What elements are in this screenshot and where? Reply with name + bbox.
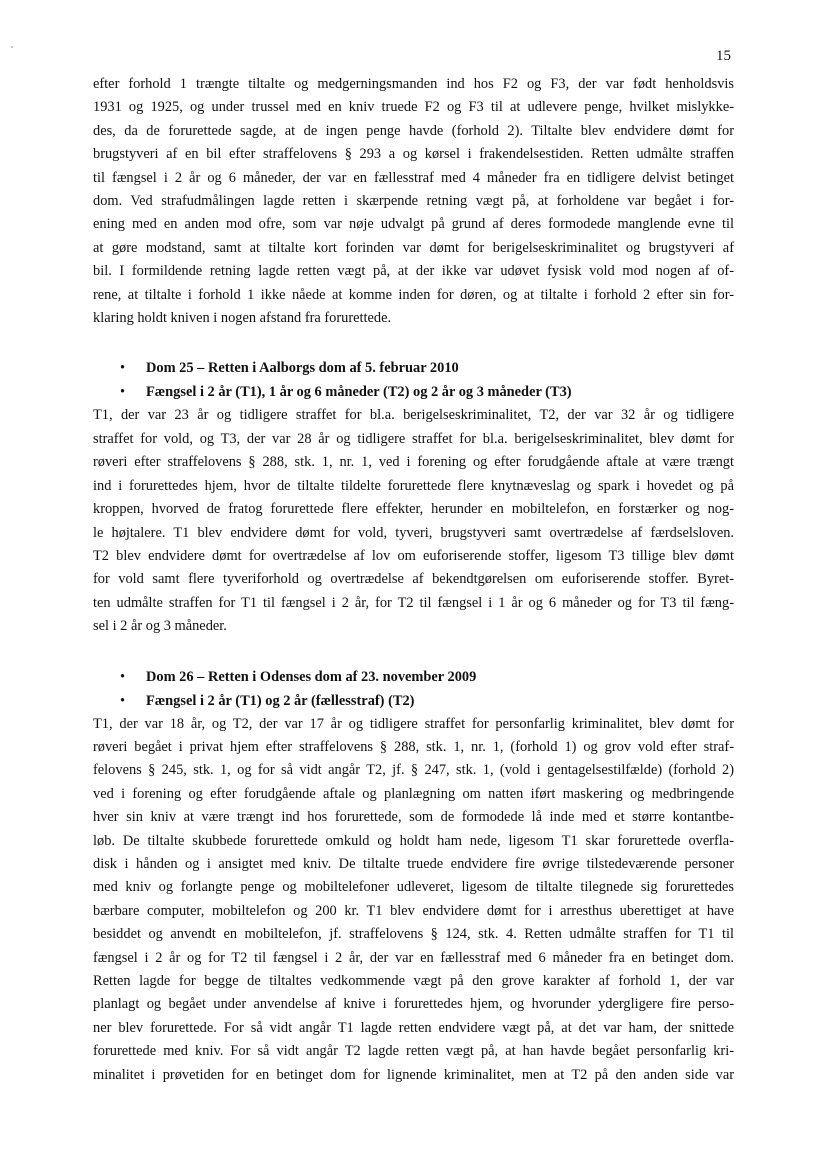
case-25-sentence: • Fængsel i 2 år (T1), 1 år og 6 måneder (T2) og 2 år og 3 måneder (T3): [93, 380, 734, 404]
text-line: le højtalere. T1 blev endvidere dømt for vold, tyveri, brugstyveri samt overtrædelse af færdselsloven.: [93, 524, 734, 541]
text-line: røveri begået i privat hjem efter straffelovens § 288, stk. 1, nr. 1, (forhold 1) og grov vold efter straf-: [93, 738, 734, 755]
text-line: bil. I formildende retning lagde retten vægt på, at der ikke var udøvet fysisk vold mod nogen af of-: [93, 263, 734, 280]
bullet-icon: •: [120, 384, 126, 401]
text-line: 1931 og 1925, og under trussel med en kniv truede F2 og F3 til at udlevere penge, hvilket mislykke-: [93, 99, 734, 116]
text-line: ind i forurettedes hjem, hvor de tiltalte tildelte forurettede flere knytnæveslag og spark i hovedet og på: [93, 477, 734, 494]
scan-artifact: [11, 46, 13, 48]
text-line: med kniv og forlangte penge og mobiltelefoner udleveret, ligesom de tiltalte tilegnede sig forurettedes: [93, 879, 734, 896]
text-line: hver sin kniv at være trængt ind hos forurettede, som de formodede lå inde med et større kontantbe-: [93, 809, 734, 826]
bullet-icon: •: [120, 692, 126, 709]
text-line: des, da de forurettede sagde, at de ingen penge havde (forhold 2). Tiltalte blev endvidere dømt for: [93, 122, 734, 139]
bullet-icon: •: [120, 360, 126, 377]
text-line: at gøre modstand, samt at tiltalte kort forinden var dømt for berigelseskriminalitet og brugstyveri af: [93, 239, 734, 256]
case-25-header: [93, 356, 734, 404]
text-line: ved i forening og efter forudgående aftale og planlægning om natten iført maskering og medbringende: [93, 785, 734, 802]
paragraph-case-25: [93, 404, 734, 638]
page-number: 15: [716, 48, 731, 64]
text-line: sel i 2 år og 3 måneder.: [93, 618, 227, 635]
text-line: disk i hånden og i ansigtet med kniv. De tiltalte truede endvidere fire øvrige tilstedeværende personer: [93, 855, 734, 872]
bullet-icon: •: [120, 668, 126, 685]
text-line: ten udmålte straffen for T1 til fængsel i 2 år, for T2 til fængsel i 1 år og 6 måneder og for T3 til fæng-: [93, 594, 734, 611]
paragraph-case-24-continuation: [93, 73, 734, 330]
case-26-header: [93, 665, 734, 713]
text-line: T1, der var 18 år, og T2, der var 17 år og tidligere straffet for personfarlig kriminalitet, blev dømt for: [93, 715, 734, 732]
text-line: Retten lagde for begge de tiltaltes vedkommende vægt på den grove karakter af forhold 1, der var: [93, 973, 734, 989]
text-line: bærbare computer, mobiltelefon og 200 kr. T1 blev endvidere dømt for i arresthus uberettiget at have: [93, 902, 734, 919]
text-line: T1, der var 23 år og tidligere straffet for bl.a. berigelseskriminalitet, T2, der var 32 år og tidligere: [93, 407, 734, 424]
text-line: røveri efter straffelovens § 288, stk. 1, nr. 1, ved i forening og efter forudgående aftale at være trængt: [93, 454, 734, 471]
text-line: brugstyveri af en bil efter straffelovens § 293 a og kørsel i frakendelsestiden. Retten udmålte straffen: [93, 146, 734, 163]
text-line: fængsel i 2 år og for T2 til fængsel i 2 år, der var en fællesstraf med 6 måneder fra en betinget dom.: [93, 949, 734, 966]
document-body: [93, 73, 734, 1087]
text-line: kroppen, hvorved de fratog forurettede flere effekter, herunder en mobiltelefon, en forstærker og nog-: [93, 501, 734, 518]
text-line: felovens § 245, stk. 1, og for så vidt angår T2, jf. § 247, stk. 1, (vold i gentagelsestilfælde) (forhold 2): [93, 762, 734, 779]
text-line: efter forhold 1 trængte tiltalte og medgerningsmanden ind hos F2 og F3, der var født henholdsvis: [93, 76, 734, 92]
case-25-title: • Dom 25 – Retten i Aalborgs dom af 5. februar 2010: [93, 356, 734, 380]
text-line: besiddet og anvendt en mobiltelefon, jf. straffelovens § 124, stk. 4. Retten udmålte straffen for T1 til: [93, 926, 734, 943]
case-26-title: • Dom 26 – Retten i Odenses dom af 23. november 2009: [93, 665, 734, 689]
text-line: T2 blev endvidere dømt for overtrædelse af lov om euforiserende stoffer, ligesom T3 tillige blev dømt: [93, 547, 734, 564]
text-line: rene, at tiltalte i forhold 1 ikke nåede at komme inden for døren, og at tiltalte i forhold 2 efter sin for-: [93, 286, 734, 303]
text-line: minalitet i prøvetiden for en betinget dom for lignende kriminalitet, men at T2 på den anden side var: [93, 1066, 734, 1083]
text-line: planlagt og begået under anvendelse af knive i forurettedes hjem, og hvorunder ydergligere fire perso-: [93, 996, 734, 1013]
text-line: løb. De tiltalte skubbede forurettede omkuld og holdt ham nede, ligesom T1 skar forurettede overfla-: [93, 832, 734, 849]
case-26-sentence: • Fængsel i 2 år (T1) og 2 år (fællesstraf) (T2): [93, 689, 734, 713]
text-line: forurettede med kniv. For så vidt angår T2 lagde retten vægt på, at han havde begået personfarlig kri-: [93, 1043, 734, 1060]
text-line: dom. Ved strafudmålingen lagde retten i skærpende retning vægt på, at forholdene var begået i for-: [93, 193, 734, 210]
text-line: til fængsel i 2 år og 6 måneder, der var en fællesstraf med 4 måneder fra en tidligere delvist betinget: [93, 169, 734, 186]
text-line: straffet for vold, og T3, der var 28 år og tidligere straffet for bl.a. berigelseskriminalitet, blev dømt for: [93, 430, 734, 447]
text-line: klaring holdt kniven i nogen afstand fra forurettede.: [93, 310, 392, 327]
text-line: ner blev forurettede. For så vidt angår T1 lagde retten endvidere vægt på, at det var ham, der snittede: [93, 1019, 734, 1036]
paragraph-case-26: [93, 713, 734, 1088]
text-line: for vold samt flere tyveriforhold og overtrædelse af bekendtgørelsen om euforiserende stoffer. Byret-: [93, 571, 734, 588]
text-line: ening med en anden mod ofre, som var nøje udvalgt på grund af deres formodede manglende evne til: [93, 216, 734, 233]
